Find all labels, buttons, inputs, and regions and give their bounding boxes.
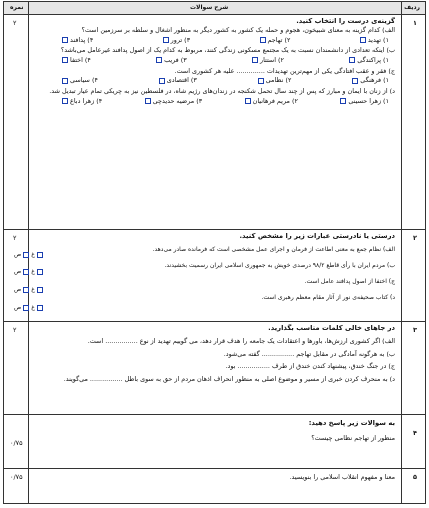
checkbox-icon[interactable] — [163, 37, 169, 43]
row-divider — [4, 414, 425, 415]
option[interactable]: ۴) زهرا دباغ — [62, 97, 102, 106]
question-score: ۲ — [13, 326, 17, 334]
question-text: الف) کدام گزینه به معنای شبیخون، هجوم و حمله یک کشور به کشور دیگر به منظور اشغال و سلطه بر سرزمین است؟ — [81, 26, 395, 35]
row-divider — [4, 468, 425, 469]
question-2 — [74, 232, 395, 303]
checkbox-icon[interactable] — [340, 98, 346, 104]
statement: د) کتاب صحیفه‌ی نور از آثار مقام معظم رهبری است. — [261, 294, 395, 302]
true-false-choice: ص غ — [14, 268, 43, 275]
question-title: گزینه‌ی درست را انتخاب کنید. — [296, 17, 395, 25]
option[interactable]: ۱) تهدید — [360, 36, 389, 45]
fill-blank-item: ج) در جنگ خندق، پیشنهاد کندن خندق از طرف ................ بود. — [225, 362, 395, 371]
question-text: ب) اینکه تعدادی از دانشمندان نسبت به یک مجتمع مسکونی زندگی کنند، مربوط به کدام یک از اصول پدافند غیرعامل می‌باشد؟ — [60, 46, 395, 55]
column-divider-row — [401, 2, 402, 503]
question-score: ۲ — [13, 234, 17, 242]
true-false-choice: ص غ — [14, 304, 43, 311]
option[interactable]: ۱) زهرا حسینی — [340, 97, 389, 106]
question-title: در جاهای خالی کلمات مناسب بگذارید. — [268, 324, 395, 332]
question-number: ۴ — [413, 429, 417, 437]
question-number: ۲ — [413, 234, 417, 242]
option[interactable]: ۳) ترور — [163, 36, 190, 45]
question-text: معنا و مفهوم انقلاب اسلامی را بنویسید. — [289, 473, 395, 481]
checkbox-icon[interactable] — [62, 57, 68, 63]
checkbox-icon[interactable] — [23, 287, 29, 293]
checkbox-icon[interactable] — [37, 269, 43, 275]
exam-sheet — [3, 1, 426, 504]
option[interactable]: ۴) پدافند — [62, 36, 93, 45]
question-title: درستی یا نادرستی عبارات زیر را مشخص کنید. — [239, 232, 395, 240]
table-header — [4, 2, 425, 15]
option[interactable]: ۴) سیاسی — [62, 76, 98, 85]
option[interactable]: ۳) فریب — [156, 56, 187, 65]
checkbox-icon[interactable] — [349, 57, 355, 63]
true-false-choice: ص غ — [14, 286, 43, 293]
question-text: منظور از تهاجم نظامی چیست؟ — [311, 434, 395, 443]
question-5 — [32, 473, 395, 482]
fill-blank-item: ب) به هرگونه آمادگی در مقابل تهاجم ................ گفته می‌شود. — [223, 349, 395, 358]
checkbox-icon[interactable] — [62, 98, 68, 104]
checkbox-icon[interactable] — [258, 78, 264, 84]
question-score: ۲ — [13, 19, 17, 27]
row-divider — [4, 229, 425, 230]
options-row — [32, 76, 395, 85]
question-number: ۱ — [413, 19, 417, 27]
statement: ج) اختفا از اصول پدافند عامل است. — [304, 278, 395, 286]
statement: ب) مردم ایران با رأی قاطع ۹۸/۲ درصدی خویش به جمهوری اسلامی ایران رسمیت بخشیدند. — [164, 262, 395, 270]
options-row — [32, 97, 395, 106]
option[interactable]: ۲) تهاجم — [260, 36, 291, 45]
question-score: ۰/۷۵ — [10, 473, 23, 481]
row-divider — [4, 321, 425, 322]
fill-blank-item: د) به منحرف کردن خبری از مسیر و موضوع اصلی به منظور انحراف اذهان مردم از حق به سوی باطل ................ می‌گویند. — [63, 375, 395, 384]
checkbox-icon[interactable] — [37, 305, 43, 311]
question-number: ۳ — [413, 326, 417, 334]
option[interactable]: ۴) اختفا — [62, 56, 91, 65]
checkbox-icon[interactable] — [360, 37, 366, 43]
option[interactable]: ۲) مریم فرهانیان — [245, 97, 298, 106]
option[interactable]: ۲) استتار — [252, 56, 284, 65]
question-text: د) از زنان با ایمان و مبارز که پس از چند سال تحمل شکنجه در زندان‌های رژیم شاه، در فلسطین نیز به چریکی تمام عیار تبدیل شد. — [49, 87, 395, 96]
checkbox-icon[interactable] — [252, 57, 258, 63]
header-score: نمره — [10, 4, 24, 11]
question-4 — [32, 419, 395, 443]
checkbox-icon[interactable] — [23, 305, 29, 311]
checkbox-icon[interactable] — [245, 98, 251, 104]
checkbox-icon[interactable] — [62, 78, 68, 84]
header-row: ردیف — [404, 4, 420, 11]
statement: الف) نظام جمع به معنی اطاعت از فرمان و اجرای عمل مشخصی است که فرمانده صادر می‌دهد. — [152, 246, 395, 254]
option[interactable]: ۱) پراکندگی — [349, 56, 389, 65]
header-questions: شرح سوالات — [190, 4, 229, 11]
option[interactable]: ۳) اقتصادی — [159, 76, 197, 85]
checkbox-icon[interactable] — [159, 78, 165, 84]
question-title: به سوالات زیر پاسخ دهید: — [308, 419, 395, 427]
question-score: ۰/۷۵ — [10, 439, 23, 447]
checkbox-icon[interactable] — [23, 269, 29, 275]
true-false-choice: ص غ — [14, 251, 43, 258]
fill-blank-item: الف) اگر کشوری ارزش‌ها، باورها و اعتقادات یک جامعه را هدف قرار دهد، می گوییم تهدید از نوع ................ است. — [87, 337, 395, 346]
options-row — [32, 36, 395, 45]
option[interactable]: ۱) فرهنگی — [352, 76, 389, 85]
checkbox-icon[interactable] — [260, 37, 266, 43]
checkbox-icon[interactable] — [145, 98, 151, 104]
question-3 — [32, 324, 395, 384]
checkbox-icon[interactable] — [37, 252, 43, 258]
checkbox-icon[interactable] — [37, 287, 43, 293]
option[interactable]: ۳) مرضیه حدیدچی — [145, 97, 202, 106]
options-row — [32, 56, 395, 65]
question-text: ج) فقر و عقب افتادگی یکی از مهم‌ترین تهدیدات .............. علیه هر کشوری است. — [174, 66, 395, 75]
checkbox-icon[interactable] — [23, 252, 29, 258]
question-1 — [32, 17, 395, 107]
option[interactable]: ۲) نظامی — [258, 76, 292, 85]
question-number: ۵ — [413, 473, 417, 481]
checkbox-icon[interactable] — [352, 78, 358, 84]
checkbox-icon[interactable] — [62, 37, 68, 43]
checkbox-icon[interactable] — [156, 57, 162, 63]
